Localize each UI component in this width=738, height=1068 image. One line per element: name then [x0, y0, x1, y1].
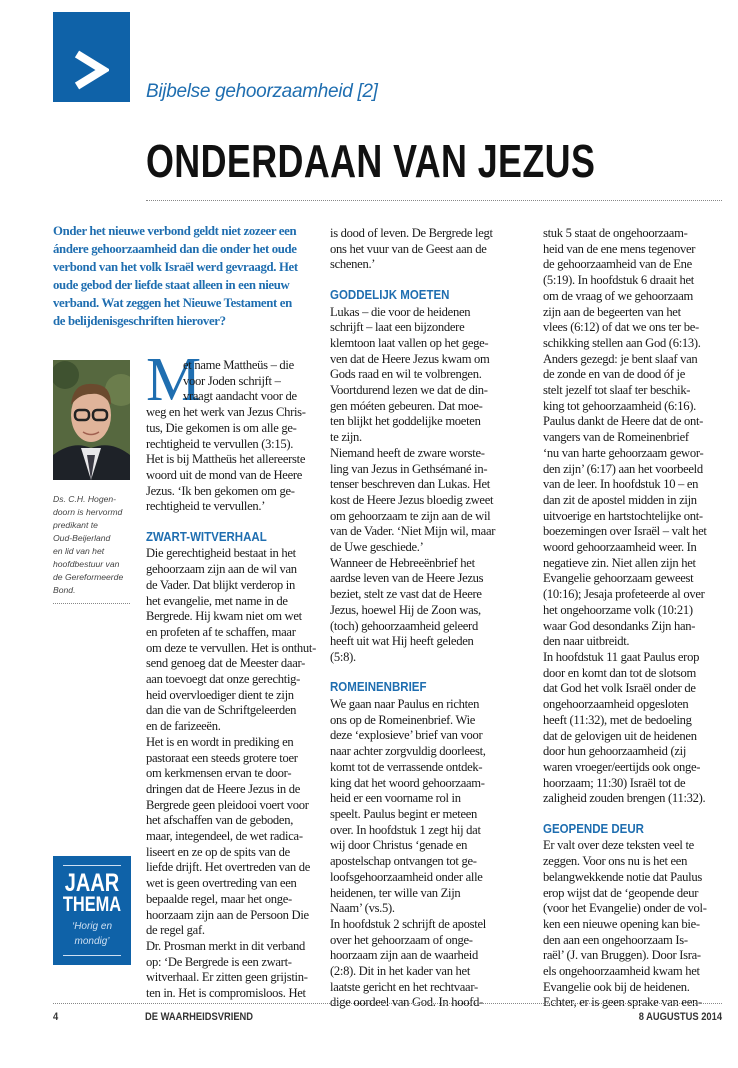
text-line: klemtoon laat vallen op het gege- — [330, 335, 489, 350]
paragraph-gap — [330, 273, 512, 289]
text-line: hoorzaam; 11:30) Israël tot de — [543, 775, 686, 790]
article-column-3 — [543, 226, 725, 1011]
intro-line: oude gebod der liefde staat alleen in een nieuw — [53, 278, 290, 292]
chevron-right-icon — [73, 50, 109, 90]
text-line: wet is geen overtreding van een — [146, 876, 297, 891]
text-line: stuk 5 staat de ongehoorzaam- — [543, 226, 688, 240]
caption-line: Bond. — [53, 585, 76, 595]
text-line: (toch) gehoorzaamheid geleerd — [330, 618, 478, 633]
text-line: liseert en ze op de spits van de — [146, 844, 290, 859]
paragraph — [146, 405, 328, 515]
paragraph-gap — [543, 807, 725, 823]
text-line: hoorzaam zijn aan de Persoon Die — [146, 907, 309, 922]
text-line: dat de gelovigen uit de heidenen — [543, 728, 697, 743]
text-line: weg en het werk van Jezus Chris- — [146, 405, 306, 420]
paragraph — [330, 697, 512, 1011]
section-heading — [146, 531, 328, 547]
intro-line: de belijdenisgeschriften hierover? — [53, 314, 226, 328]
text-line: hoorzaam zijn aan de waarheid — [330, 948, 478, 963]
text-line: op: ‘De Bergrede is een zwart- — [146, 954, 292, 969]
text-line: den naar uitbreidt. — [543, 634, 630, 649]
text-line: Dr. Prosman merkt in dit verband — [146, 939, 305, 953]
text-line: Bergrede. Hij kwam niet om wet — [146, 609, 302, 624]
text-line: heid overvloediger dient te zijn — [146, 687, 294, 702]
text-line: de regel gaf. — [146, 923, 205, 938]
text-line: In hoofdstuk 2 schrijft de apostel — [330, 916, 486, 931]
text-line: dringen dat de Heere Jezus in de — [146, 781, 301, 796]
text-line: woord uit de mond van de Heere — [146, 467, 303, 482]
article-column-1 — [146, 358, 328, 1002]
text-line: Het is en wordt in prediking en — [146, 734, 294, 749]
text-line: heidenen, ter wille van Zijn — [330, 885, 461, 900]
caption-line: predikant te — [53, 520, 98, 530]
text-line: ongehoorzaamheid opgesloten — [543, 697, 689, 712]
page-title: ONDERDAAN VAN JEZUS — [146, 135, 596, 187]
issue-date: 8 AUGUSTUS 2014 — [638, 1011, 722, 1023]
text-line: Voortdurend lezen we dat de din- — [330, 383, 488, 398]
author-photo — [53, 360, 130, 480]
text-line: de gehoorzaamheid van de Ene — [543, 257, 692, 272]
text-line: stelt jezelf tot slaaf ter beschik- — [543, 383, 691, 398]
text-line: ten blijkt het goddelijke moeten — [330, 414, 481, 429]
text-line: king dat het woord gehoorzaam- — [330, 775, 485, 790]
text-line: aardse leven van de Heere Jezus — [330, 571, 484, 586]
text-line: de Vader. Dat blijkt verderop in — [146, 577, 295, 592]
text-line: (voor het Evangelie) onder de vol- — [543, 901, 707, 916]
section-logo-box — [53, 12, 130, 102]
caption-line: doorn is hervormd — [53, 507, 123, 517]
text-line: het ongehoorzame volk (10:21) — [543, 602, 693, 617]
intro-line: verband. Wat zeggen het Nieuwe Testament en — [53, 296, 292, 310]
page-number: 4 — [53, 1011, 59, 1023]
text-line: aan toevoegt dat onze gerechtig- — [146, 672, 301, 687]
intro-line: ándere gehoorzaamheid dan die onder het oude — [53, 242, 297, 256]
text-line: om gehoorzaam te zijn aan de wil — [330, 508, 491, 523]
text-line: van de Vader. ‘Niet Mijn wil, maar — [330, 524, 496, 539]
text-line: loofsgehoorzaamheid onder alle — [330, 869, 483, 884]
text-line: woord gehoorzaamheid weer. In — [543, 540, 697, 555]
text-line: bepaalde regel, maar het onge- — [146, 891, 292, 906]
text-line: vraagt aandacht voor de — [183, 389, 297, 404]
text-line: Wanneer de Hebreeënbrief het — [330, 555, 475, 570]
text-line: heeft (11:32), met de bedoeling — [543, 712, 692, 727]
intro-lead — [53, 222, 318, 330]
theme-rule-bottom — [63, 955, 121, 956]
caption-line: de Gereformeerde — [53, 572, 124, 582]
text-line: Echter, er is geen sprake van een- — [543, 995, 702, 1010]
theme-motto-line: mondig’ — [74, 936, 110, 947]
text-line: om kerkmensen ervan te door- — [146, 766, 292, 781]
text-line: ken een nieuwe opening kan bie- — [543, 916, 700, 931]
text-line: schenen.’ — [330, 257, 376, 272]
text-line: et name Mattheüs – die — [183, 358, 294, 372]
text-line: tus, Die gekomen is om alle ge- — [146, 420, 297, 435]
text-line: maar, integendeel, de wet radica- — [146, 829, 303, 844]
text-line: Evangelie ook bij de heidenen. — [543, 979, 690, 994]
text-line: om deze te vervullen. Het is onthut- — [146, 640, 317, 655]
text-line: Gods raad en wil te volbrengen. — [330, 367, 482, 382]
paragraph — [330, 226, 512, 273]
heading-text: ROMEINENBRIEF — [330, 681, 427, 695]
author-caption — [53, 493, 133, 597]
text-line: zijn aan de begeerten van het — [543, 304, 681, 319]
text-line: waren vroeger/eertijds ook onge- — [543, 759, 701, 774]
text-line: is dood of leven. De Bergrede legt — [330, 226, 493, 240]
text-line: negatieve zin. Niet allen zijn het — [543, 555, 696, 570]
text-line: rechtigheid te vervullen (3:15). — [146, 436, 294, 451]
text-line: (2:8). Dit in het kader van het — [330, 964, 471, 979]
text-line: door hun gehoorzaamheid (zij — [543, 744, 687, 759]
text-line: Lukas – die voor de heidenen — [330, 304, 471, 319]
section-heading — [330, 289, 512, 305]
text-line: dat God het volk Israël onder de — [543, 681, 696, 696]
text-line: Bergrede geen pleidooi voert voor — [146, 797, 309, 812]
text-line: Jezus. ‘Ik ben gekomen om ge- — [146, 483, 295, 498]
text-line: ons het vuur van de Geest aan de — [330, 241, 487, 256]
text-line: het afschaffen van de geboden, — [146, 813, 294, 828]
text-line: waar God desondanks Zijn han- — [543, 618, 696, 633]
heading-text: ZWART-WITVERHAAL — [146, 531, 267, 545]
text-line: Die gerechtigheid bestaat in het — [146, 546, 296, 561]
text-line: Jezus, hoewel Hij de Zoon was, — [330, 602, 481, 617]
text-line: ons op de Romeinenbrief. Wie — [330, 712, 476, 727]
theme-motto — [53, 919, 131, 949]
theme-line-thema: THEMA — [62, 893, 122, 916]
intro-line: verbond van het volk Israël werd gevraagd. Het — [53, 260, 298, 274]
text-line: (5:8). — [330, 649, 356, 664]
text-line: tenser beschreven dan Lukas. Het — [330, 477, 490, 492]
text-line: Anders gezegd: je bent slaaf van — [543, 351, 698, 366]
series-subtitle: Bijbelse gehoorzaamheid [2] — [146, 81, 378, 102]
text-line: Niemand heeft de zware worste- — [330, 445, 485, 460]
footer-divider — [53, 1003, 722, 1004]
text-line: ten in. Het is compromisloos. Het — [146, 986, 306, 1001]
text-line: ven dat de Heere Jezus kwam om — [330, 351, 490, 366]
text-line: om de vraag of we gehoorzaam — [543, 288, 693, 303]
text-line: apostelschap ontvangen tot ge- — [330, 854, 477, 869]
text-line: witverhaal. Er zitten geen grijstin- — [146, 970, 308, 985]
section-heading — [543, 823, 725, 839]
text-line: heid er een voorname rol in — [330, 791, 461, 806]
text-line: den aan een ongehoorzaam Is- — [543, 932, 688, 947]
text-line: dan zit de apostel midden in zijn — [543, 492, 697, 507]
text-line: zeggen. Voor ons nu is het een — [543, 854, 688, 869]
text-line: den zijn’ (6:17) aan het voorbeeld — [543, 461, 703, 476]
heading-text: GODDELIJK MOETEN — [330, 289, 450, 303]
text-line: liefde drijft. Het overtreden van de — [146, 860, 311, 875]
text-line: speelt. Paulus begint er meteen — [330, 806, 478, 821]
heading-text: GEOPENDE DEUR — [543, 823, 644, 837]
text-line: komt tot de verrassende ontdek- — [330, 759, 483, 774]
text-line: dige oordeel van God. In hoofd- — [330, 995, 483, 1010]
text-line: laatste gericht en het rechtvaar- — [330, 979, 478, 994]
text-line: We gaan naar Paulus en richten — [330, 697, 480, 712]
text-line: (10:16); Jesaja profeteerde al over — [543, 587, 705, 602]
paragraph-gap — [146, 515, 328, 531]
text-line: voor Joden schrijft – — [183, 373, 281, 388]
text-line: send genoeg dat de Meester daar- — [146, 656, 306, 671]
text-line: uitvoerige en hartstochtelijke ont- — [543, 508, 703, 523]
text-line: schikking stellen aan God (6:13). — [543, 335, 701, 350]
paragraph — [543, 226, 725, 807]
drop-cap: M — [146, 346, 202, 414]
text-line: Evangelie gehoorzaam geweest — [543, 571, 694, 586]
text-line: erop wijst dat de ‘geopende deur — [543, 885, 699, 900]
text-line: schrijft – laat een bijzondere — [330, 320, 465, 335]
theme-motto-line: ‘Horig en — [71, 921, 113, 932]
year-theme-box — [53, 856, 131, 965]
text-line: pastoraat een steeds grotere toer — [146, 750, 298, 765]
text-line: de Uwe geschiede.’ — [330, 540, 424, 555]
text-line: de zonde en van de dood óf je — [543, 367, 686, 382]
text-line: raël’ (J. van Bruggen). Door Isra- — [543, 948, 701, 963]
title-divider — [146, 200, 722, 201]
text-line: over het gehoorzaam of onge- — [330, 932, 473, 947]
text-line: belangwekkende notie dat Paulus — [543, 869, 702, 884]
text-line: door en komt dan tot de slotsom — [543, 665, 697, 680]
text-line: zaligheid zouden brengen (11:32). — [543, 791, 706, 806]
text-line: ‘nu van harte gehoorzaam gewor- — [543, 445, 704, 460]
text-line: Het is bij Mattheüs het allereerste — [146, 452, 306, 467]
paragraph — [146, 358, 328, 405]
magazine-name: DE WAARHEIDSVRIEND — [145, 1011, 254, 1023]
text-line: het evangelie, met name in de — [146, 593, 288, 608]
text-line: wij door Christus ‘genade en — [330, 838, 468, 853]
text-line: beziet, stelt ze vast dat de Heere — [330, 587, 482, 602]
text-line: en profeten af te schaffen, maar — [146, 624, 296, 639]
theme-rule-top — [63, 865, 121, 866]
caption-line: Oud-Beijerland — [53, 533, 111, 543]
text-line: te zijn. — [330, 430, 362, 445]
text-line: Naam’ (vs.5). — [330, 901, 395, 916]
theme-line-jaar: JAAR — [64, 869, 120, 897]
text-line: dan die van de Schriftgeleerden — [146, 703, 297, 718]
text-line: en de farizeeën. — [146, 719, 221, 734]
text-line: king tot gehoorzaamheid (6:16). — [543, 398, 696, 413]
text-line: (5:19). In hoofdstuk 6 draait het — [543, 273, 694, 288]
caption-line: hoofdbestuur van — [53, 559, 120, 569]
text-line: van de leer. In hoofdstuk 10 – en — [543, 477, 699, 492]
text-line: deze ‘explosieve’ brief van voor — [330, 728, 483, 743]
text-line: gen móéten gebeuren. Dat moe- — [330, 398, 483, 413]
paragraph — [543, 838, 725, 1011]
text-line: els ongehoorzaamheid kwam het — [543, 964, 700, 979]
paragraph — [146, 546, 328, 1001]
text-line: heeft uit wat Hij heeft geleden — [330, 634, 474, 649]
text-line: In hoofdstuk 11 gaat Paulus erop — [543, 649, 700, 664]
text-line: over. In hoofdstuk 1 zegt hij dat — [330, 822, 481, 837]
text-line: ling van Jezus in Gethsémané in- — [330, 461, 488, 476]
text-line: Er valt over deze teksten veel te — [543, 838, 694, 853]
text-line: naar achter zorgvuldig doorleest, — [330, 744, 486, 759]
text-line: boezemingen over Israël – valt het — [543, 524, 707, 539]
caption-line: en lid van het — [53, 546, 105, 556]
intro-line: Onder het nieuwe verbond geldt niet zozeer een — [53, 224, 297, 238]
text-line: vlees (6:12) of dat we ons ter be- — [543, 320, 699, 335]
text-line: gehoorzaam zijn aan de wil van — [146, 562, 297, 577]
article-column-2 — [330, 226, 512, 1011]
paragraph — [330, 305, 512, 666]
text-line: rechtigheid te vervullen.’ — [146, 499, 266, 514]
section-heading — [330, 681, 512, 697]
paragraph-gap — [330, 666, 512, 682]
text-line: heid van de ene mens tegenover — [543, 241, 696, 256]
caption-divider — [53, 603, 130, 604]
text-line: vangers van de Romeinenbrief — [543, 430, 689, 445]
caption-line: Ds. C.H. Hogen- — [53, 494, 117, 504]
text-line: kost de Heere Jezus bloedig zweet — [330, 492, 494, 507]
text-line: Paulus dankt de Heere dat de ont- — [543, 414, 704, 429]
